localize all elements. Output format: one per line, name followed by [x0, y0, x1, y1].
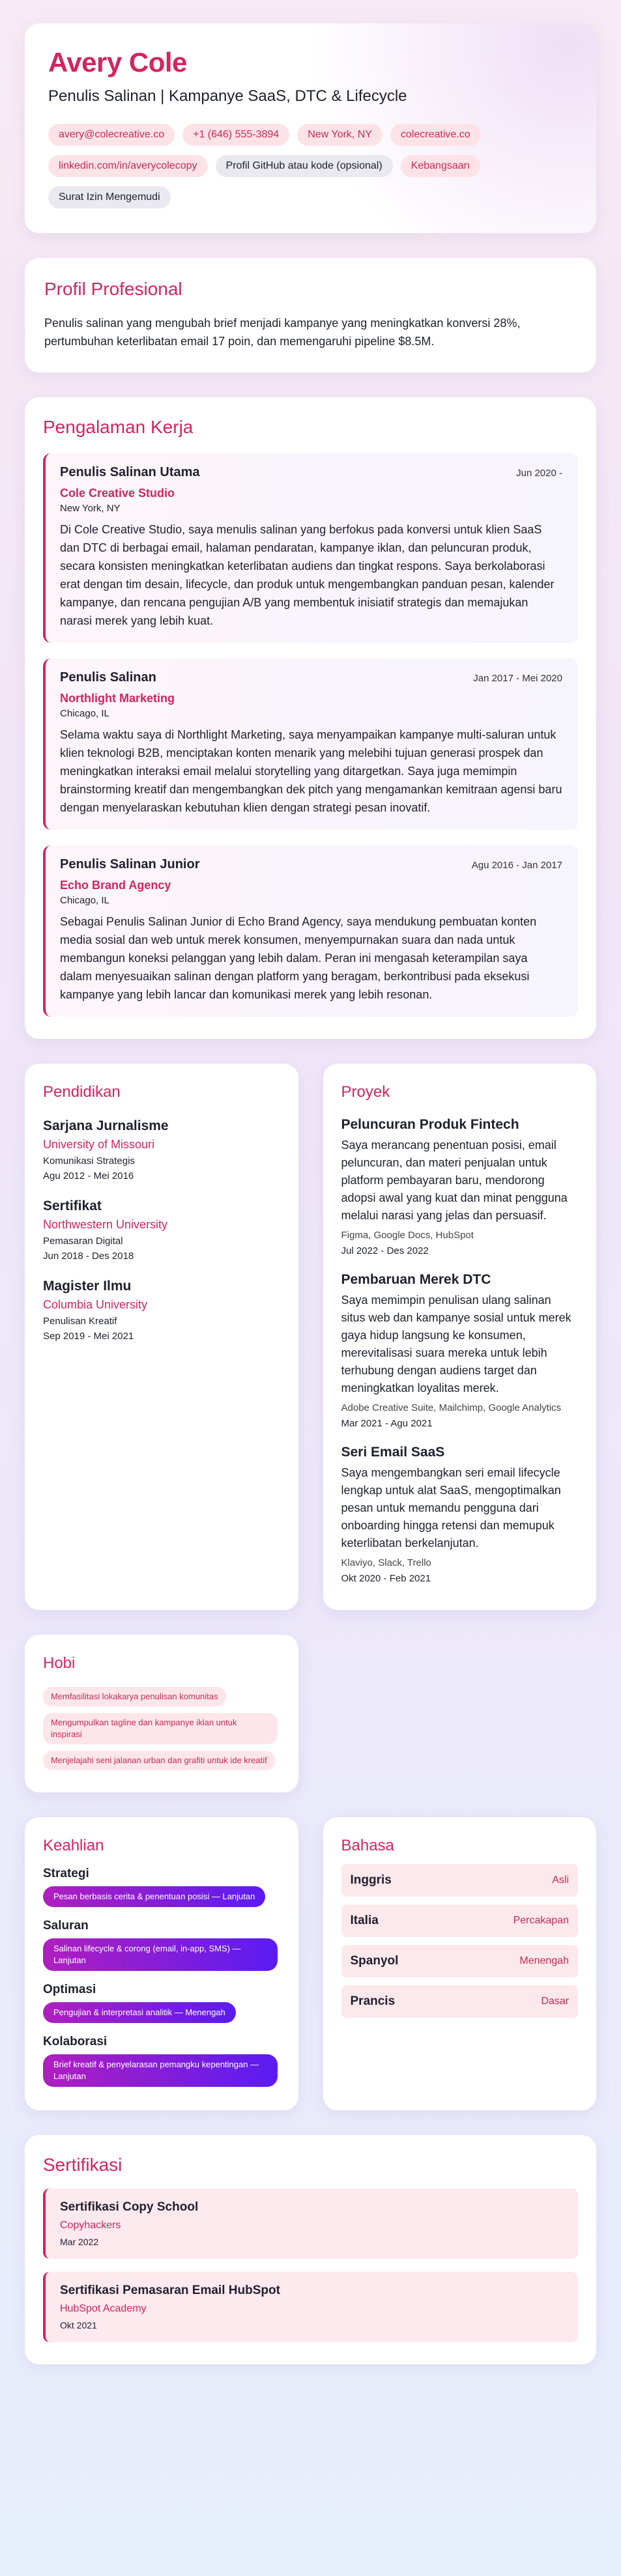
job-description: Selama waktu saya di Northlight Marketing, saya menyampaikan kampanye multi-saluran untuk klien teknologi B2B, menciptakan konten menarik yang melebihi tujuan generasi prospek dan meningkatkan interaksi email melalui storytelling yang ditargetkan. Saya juga memimpin brainstorming kreatif dan mengembangkan dek pitch yang mengamankan kemitraan agensi baru dengan menyelaraskan kebutuhan klien dengan strategi pesan inovatif. [60, 728, 562, 814]
language-level: Percakapan [513, 1915, 569, 1926]
languages-heading: Bahasa [341, 1837, 394, 1854]
profile-heading: Profil Profesional [44, 279, 182, 299]
job-date: Jan 2017 - Mei 2020 [473, 673, 562, 684]
project-date: Mar 2021 - Agu 2021 [341, 1418, 433, 1429]
language-row [341, 1904, 579, 1937]
project-entry [341, 1117, 579, 1256]
job-description: Di Cole Creative Studio, saya menulis salinan yang berfokus pada konversi untuk klien SaaS dan DTC di berbagai email, halaman pendaratan, kampanye iklan, dan peluncuran produk, secara konsisten meningkatkan keterlibatan audiens dan tingkat respons. Saya berkolaborasi erat dengan tim desain, lifecycle, dan produk untuk mengembangkan panduan pesan, kalender kampanye, dan rencana pengujian A/B yang membentuk inisiatif strategis dan memajukan narasi merek yang lebih kuat. [60, 523, 555, 627]
certifications-section [25, 2135, 596, 2364]
skill-category: Kolaborasi [43, 2035, 108, 2048]
hobby-tag: Memfasilitasi lokakarya penulisan komunitas [43, 1687, 226, 1706]
language-name: Inggris [350, 1873, 392, 1887]
skill-tag: Brief kreatif & penyelarasan pemangku kepentingan — Lanjutan [43, 2054, 278, 2087]
project-name: Peluncuran Produk Fintech [341, 1117, 519, 1132]
certification-name: Sertifikasi Copy School [60, 2200, 199, 2214]
certification-entry [43, 2188, 578, 2259]
education-field: Pemasaran Digital [43, 1236, 123, 1247]
skill-group [43, 2035, 280, 2087]
projects-section [323, 1064, 597, 1610]
job-entry [43, 845, 578, 1017]
education-degree: Sertifikat [43, 1198, 102, 1213]
job-role: Penulis Salinan Junior [60, 857, 200, 871]
skill-group [43, 1983, 280, 2023]
experience-heading: Pengalaman Kerja [43, 417, 194, 437]
job-company: Cole Creative Studio [60, 487, 175, 500]
education-degree: Sarjana Jurnalisme [43, 1118, 169, 1133]
education-school: University of Missouri [43, 1138, 155, 1151]
hobbies-heading: Hobi [43, 1654, 76, 1672]
job-location: Chicago, IL [60, 708, 109, 719]
certification-issuer: HubSpot Academy [60, 2303, 147, 2314]
contact-github[interactable]: Profil GitHub atau kode (opsional) [216, 155, 393, 177]
hobbies-section [25, 1635, 298, 1792]
hobby-tag: Menjelajahi seni jalanan urban dan grafiti untuk ide kreatif [43, 1751, 275, 1770]
job-company: Northlight Marketing [60, 692, 175, 705]
contact-linkedin[interactable]: linkedin.com/in/averycolecopy [48, 155, 208, 177]
language-name: Italia [350, 1914, 379, 1927]
hobby-tag: Mengumpulkan tagline dan kampanye iklan untuk inspirasi [43, 1713, 278, 1744]
job-entry [43, 453, 578, 643]
education-projects-row [25, 1064, 596, 1635]
certification-issuer: Copyhackers [60, 2220, 121, 2231]
skills-heading: Keahlian [43, 1837, 104, 1854]
certification-name: Sertifikasi Pemasaran Email HubSpot [60, 2284, 280, 2297]
language-level: Asli [552, 1875, 569, 1886]
contact-phone[interactable]: +1 (646) 555-3894 [182, 124, 289, 146]
contact-location: New York, NY [297, 124, 383, 146]
job-location: New York, NY [60, 503, 121, 514]
skill-tag: Pesan berbasis cerita & penentuan posisi — Lanjutan [43, 1886, 265, 1907]
language-row [341, 1945, 579, 1977]
project-name: Pembaruan Merek DTC [341, 1272, 491, 1287]
education-date: Agu 2012 - Mei 2016 [43, 1170, 134, 1182]
project-tools: Figma, Google Docs, HubSpot [341, 1230, 474, 1241]
language-level: Menengah [519, 1955, 569, 1966]
project-description: Saya mengembangkan seri email lifecycle lengkap untuk alat SaaS, mengoptimalkan pesan untuk memandu pengguna dari onboarding hingga retensi dan memupuk keterlibatan berkelanjutan. [341, 1466, 561, 1550]
skill-group [43, 1919, 280, 1971]
job-company: Echo Brand Agency [60, 879, 171, 892]
education-date: Jun 2018 - Des 2018 [43, 1251, 134, 1262]
skill-category: Optimasi [43, 1983, 96, 1996]
skill-category: Strategi [43, 1867, 89, 1880]
skill-tag: Salinan lifecycle & corong (email, in-app, SMS) — Lanjutan [43, 1938, 278, 1971]
certifications-heading: Sertifikasi [43, 2155, 123, 2175]
resume-header [25, 23, 596, 233]
profile-section [25, 258, 596, 373]
education-heading: Pendidikan [43, 1083, 121, 1101]
project-tools: Adobe Creative Suite, Mailchimp, Google Analytics [341, 1402, 562, 1413]
education-degree: Magister Ilmu [43, 1279, 132, 1294]
education-field: Penulisan Kreatif [43, 1316, 117, 1327]
contact-driving-license: Surat Izin Mengemudi [48, 186, 171, 208]
education-section [25, 1064, 298, 1610]
skill-group [43, 1867, 280, 1907]
contact-chips [48, 124, 573, 208]
profile-summary: Penulis salinan yang mengubah brief menjadi kampanye yang meningkatkan konversi 28%, pertumbuhan keterlibatan email 17 poin, dan memengaruhi pipeline $8.5M. [44, 317, 521, 348]
language-name: Spanyol [350, 1954, 399, 1968]
job-location: Chicago, IL [60, 895, 109, 906]
project-description: Saya memimpin penulisan ulang salinan situs web dan kampanye sosial untuk merek gaya hidup langsung ke konsumen, merevitalisasi suara mereka untuk lebih terhubung dengan audiens target dan meningkatkan loyalitas merek. [341, 1294, 571, 1394]
language-name: Prancis [350, 1994, 396, 2008]
education-date: Sep 2019 - Mei 2021 [43, 1331, 134, 1342]
education-school: Columbia University [43, 1298, 148, 1311]
skills-languages-row [25, 1817, 596, 2135]
job-date: Jun 2020 - [516, 468, 562, 479]
language-row [341, 1864, 579, 1897]
education-field: Komunikasi Strategis [43, 1155, 135, 1167]
skill-tag: Pengujian & interpretasi analitik — Menengah [43, 2002, 236, 2023]
education-entry [43, 1118, 280, 1182]
language-row [341, 1985, 579, 2018]
project-date: Jul 2022 - Des 2022 [341, 1245, 429, 1256]
education-school: Northwestern University [43, 1218, 168, 1231]
skill-category: Saluran [43, 1919, 89, 1932]
project-entry [341, 1445, 579, 1584]
project-name: Seri Email SaaS [341, 1445, 445, 1460]
job-date: Agu 2016 - Jan 2017 [471, 860, 562, 871]
candidate-name: Avery Cole [48, 47, 187, 78]
contact-email[interactable]: avery@colecreative.co [48, 124, 175, 146]
contact-website[interactable]: colecreative.co [390, 124, 481, 146]
candidate-title: Penulis Salinan | Kampanye SaaS, DTC & Lifecycle [48, 87, 407, 105]
job-role: Penulis Salinan Utama [60, 465, 200, 479]
certification-date: Okt 2021 [60, 2320, 97, 2330]
experience-section [25, 397, 596, 1039]
education-entry [43, 1279, 280, 1342]
languages-section [323, 1817, 597, 2110]
projects-heading: Proyek [341, 1083, 390, 1101]
education-entry [43, 1198, 280, 1262]
job-entry [43, 658, 578, 830]
job-role: Penulis Salinan [60, 670, 156, 685]
certification-entry [43, 2272, 578, 2342]
skills-section [25, 1817, 298, 2110]
contact-nationality: Kebangsaan [401, 155, 480, 177]
project-description: Saya merancang penentuan posisi, email peluncuran, dan materi penjualan untuk platform pembayaran baru, mendorong adopsi awal yang kuat dan minat pengguna melalui narasi yang jelas dan persuasif. [341, 1139, 568, 1222]
project-date: Okt 2020 - Feb 2021 [341, 1573, 431, 1584]
language-level: Dasar [541, 1996, 569, 2007]
project-tools: Klaviyo, Slack, Trello [341, 1557, 431, 1568]
project-entry [341, 1272, 579, 1429]
job-description: Sebagai Penulis Salinan Junior di Echo Brand Agency, saya mendukung pembuatan konten media sosial dan web untuk merek konsumen, menyempurnakan suara dan nada untuk membangun koneksi pelanggan yang lebih dalam. Peran ini mengasah keterampilan saya dalam menyesuaikan salinan dengan platform yang beragam, berkontribusi pada eksekusi kampanye yang lebih lancar dan komunikasi merek yang lebih resonan. [60, 915, 537, 1001]
certification-date: Mar 2022 [60, 2237, 99, 2247]
